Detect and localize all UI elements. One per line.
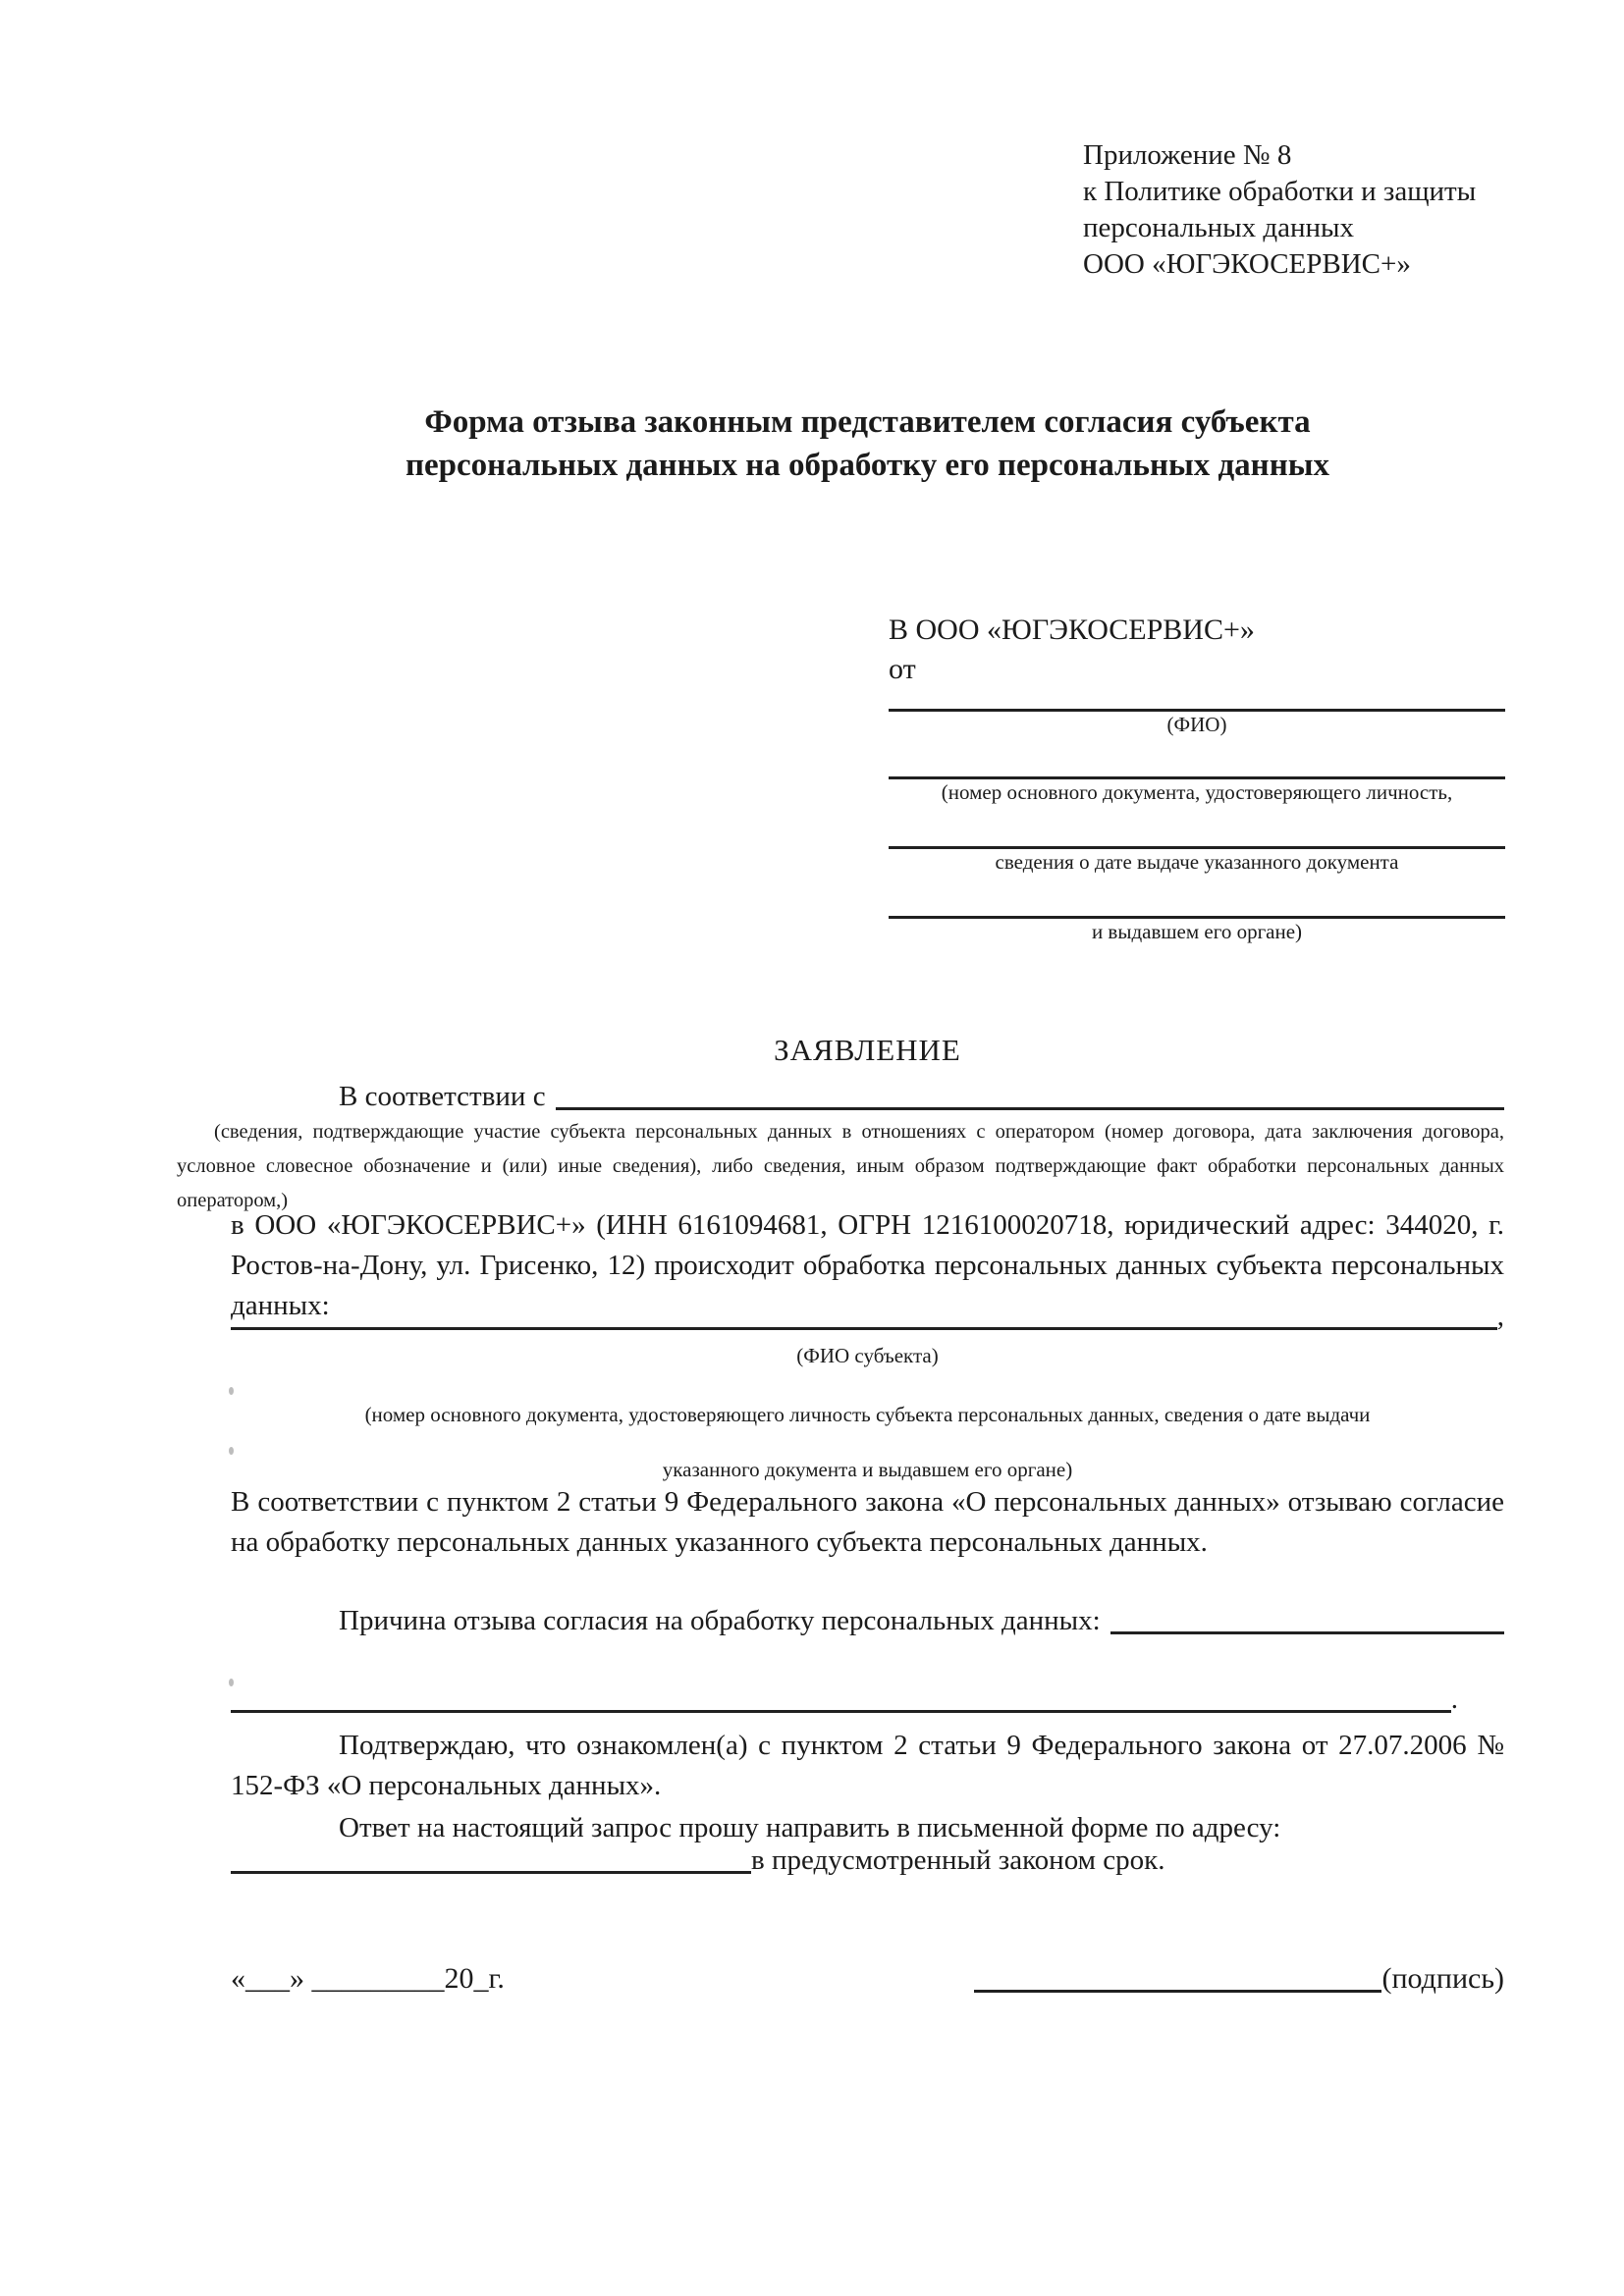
reply-address-row [231, 1844, 1504, 1879]
signature-group [974, 1958, 1504, 2000]
reason-continuation-row [231, 1683, 1458, 1718]
issuing-authority-caption: и выдавшем его органе) [1091, 920, 1303, 943]
reason-blank-line [1110, 1631, 1504, 1634]
signature-blank-line [974, 1990, 1381, 1993]
confirm-paragraph: Подтверждаю, что ознакомлен(а) с пунктом 2 статьи 9 Федерального закона от 27.07.2006 № 152-ФЗ «О персональных данных». [231, 1730, 1504, 1801]
page-title [231, 400, 1504, 487]
reply-address-blank-line [231, 1871, 751, 1874]
appendix-block [1083, 137, 1535, 283]
explanatory-note: (сведения, подтверждающие участие субъекта персональных данных в отношениях с оператором (номер договора, дата заключения договора, условное словесное обозначение и (или) иные сведения), либо сведения, иным образом подтверждающие факт обработки персональных данных оператором,) [177, 1121, 1504, 1211]
fio-caption: (ФИО) [1166, 713, 1227, 736]
page-title-line: Форма отзыва законным представителем согласия субъекта [424, 404, 1311, 440]
appendix-line: ООО «ЮГЭКОСЕРВИС+» [1083, 248, 1411, 280]
reason-continuation-blank-line [231, 1710, 1451, 1713]
document-number-blank-line [889, 737, 1505, 779]
appendix-line: к Политике обработки и защиты [1083, 176, 1477, 207]
addressee-from-label: от [889, 653, 916, 685]
subject-fio-blank-line [231, 1327, 1497, 1330]
stray-mark [229, 1447, 234, 1455]
fio-blank-line [889, 689, 1505, 712]
appendix-line: Приложение № 8 [1083, 139, 1292, 171]
addressee-block [889, 611, 1505, 944]
subject-document-caption-1: (номер основного документа, удостоверяющего личность субъекта персональных данных, сведения о дате выдачи [364, 1403, 1371, 1426]
subject-fio-caption: (ФИО субъекта) [796, 1344, 939, 1367]
accordance-blank-line [556, 1107, 1504, 1110]
subject-document-caption-2: указанного документа и выдавшем его органе) [662, 1458, 1073, 1481]
appendix-line: персональных данных [1083, 212, 1355, 243]
issue-date-blank-line [889, 805, 1505, 849]
reply-lead: Ответ на настоящий запрос прошу направить в письменной форме по адресу: [339, 1812, 1281, 1843]
document-number-caption: (номер основного документа, удостоверяющего личность, [941, 780, 1453, 804]
page-title-line: персональных данных на обработку его персональных данных [406, 448, 1329, 483]
trailing-period: . [1450, 1683, 1458, 1715]
reason-row [231, 1602, 1504, 1639]
signature-caption: (подпись) [1381, 1962, 1504, 1995]
reason-lead: Причина отзыва согласия на обработку персональных данных: [339, 1605, 1101, 1636]
statement-heading: ЗАЯВЛЕНИЕ [774, 1033, 961, 1067]
accordance-lead: В соответствии с [339, 1081, 546, 1112]
date-blank: «___» _________20_г. [231, 1962, 505, 1995]
withdraw-paragraph: В соответствии с пунктом 2 статьи 9 Федерального закона «О персональных данных» отзываю согласие на обработку персональных данных указанного субъекта персональных данных. [231, 1486, 1504, 1558]
footer-row [231, 1958, 1504, 2000]
issue-date-caption: сведения о дате выдаче указанного документа [995, 850, 1399, 874]
stray-mark [229, 1679, 234, 1686]
subject-fio-row [231, 1301, 1504, 1335]
stray-mark [229, 1387, 234, 1395]
issuing-authority-blank-line [889, 875, 1505, 919]
addressee-organization: В ООО «ЮГЭКОСЕРВИС+» [889, 614, 1255, 646]
operator-paragraph: в ООО «ЮГЭКОСЕРВИС+» (ИНН 6161094681, ОГРН 1216100020718, юридический адрес: 344020, г. Ростов-на-Дону, ул. Грисенко, 12) происходит обработка персональных данных субъекта персональных данных: [231, 1209, 1504, 1321]
trailing-comma: , [1496, 1301, 1504, 1332]
reply-tail: в предусмотренный законом срок. [751, 1844, 1165, 1876]
accordance-row [231, 1078, 1504, 1115]
